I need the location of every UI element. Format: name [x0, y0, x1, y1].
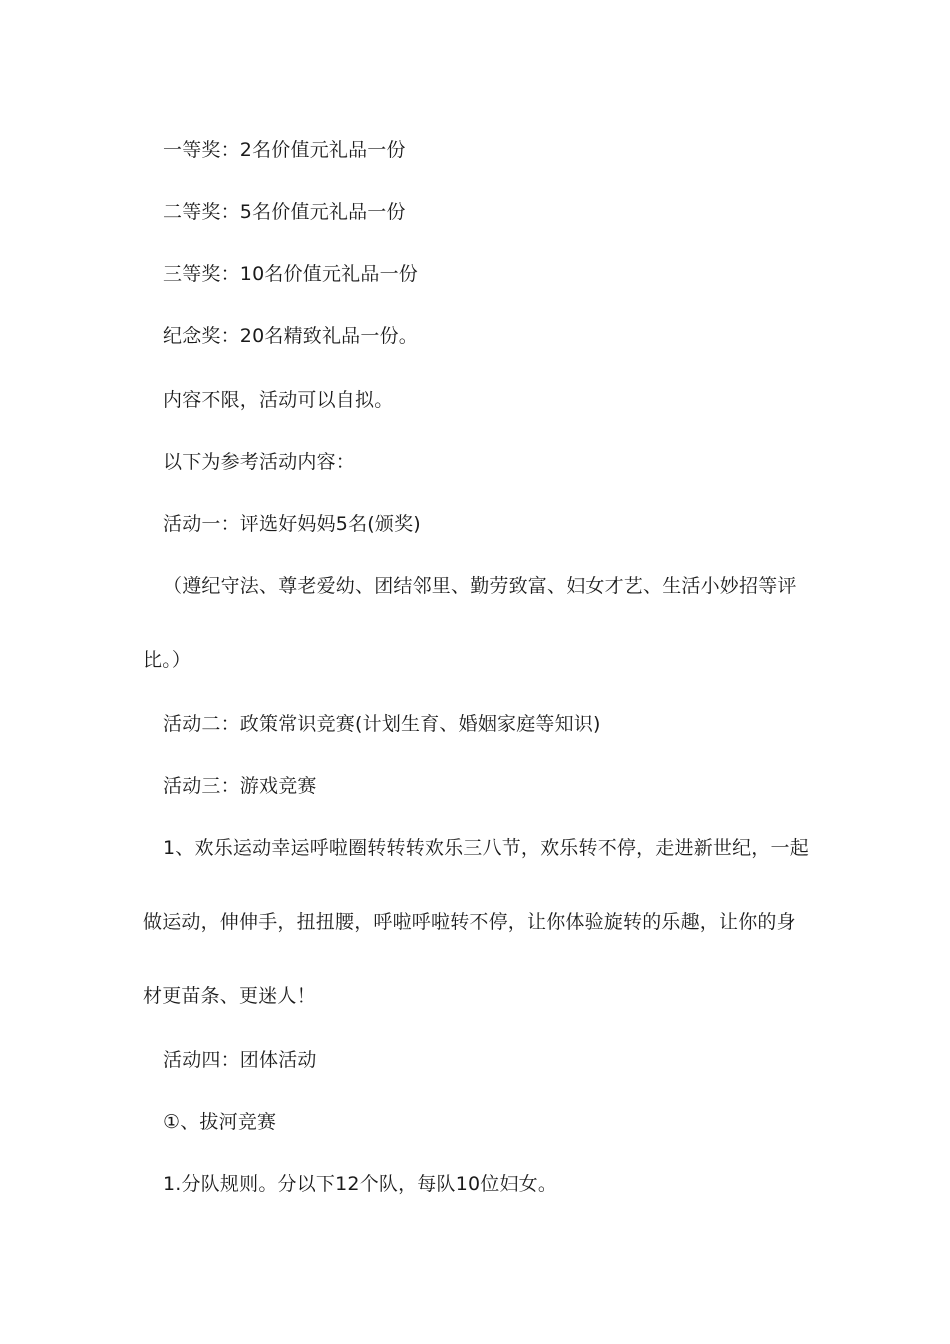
activity-one-desc-cont: 比。） — [143, 649, 192, 671]
prize-first: 一等奖：2名价值元礼品一份 — [163, 139, 406, 161]
activity-three-title: 活动三：游戏竞赛 — [163, 775, 317, 797]
activity-one-title: 活动一：评选好妈妈5名(颁奖) — [163, 513, 421, 535]
activity-one-desc: （遵纪守法、尊老爱幼、团结邻里、勤劳致富、妇女才艺、生活小妙招等评 — [163, 575, 797, 597]
tug-of-war-title: ①、拔河竞赛 — [163, 1111, 277, 1133]
activity-two-title: 活动二：政策常识竞赛(计划生育、婚姻家庭等知识) — [163, 713, 601, 735]
content-note: 内容不限，活动可以自拟。 — [163, 389, 394, 411]
activity-three-desc-cont-2: 材更苗条、更迷人！ — [143, 985, 316, 1007]
reference-heading: 以下为参考活动内容： — [163, 451, 356, 473]
prize-third: 三等奖：10名价值元礼品一份 — [163, 263, 418, 285]
team-rules: 1.分队规则。分以下12个队，每队10位妇女。 — [163, 1173, 558, 1195]
prize-second: 二等奖：5名价值元礼品一份 — [163, 201, 406, 223]
activity-three-desc-cont-1: 做运动，伸伸手，扭扭腰，呼啦呼啦转不停，让你体验旋转的乐趣，让你的身 — [143, 911, 796, 933]
activity-three-desc: 1、欢乐运动幸运呼啦圈转转转欢乐三八节，欢乐转不停，走进新世纪，一起 — [163, 837, 809, 859]
activity-four-title: 活动四：团体活动 — [163, 1049, 317, 1071]
prize-commemorative: 纪念奖：20名精致礼品一份。 — [163, 325, 418, 347]
